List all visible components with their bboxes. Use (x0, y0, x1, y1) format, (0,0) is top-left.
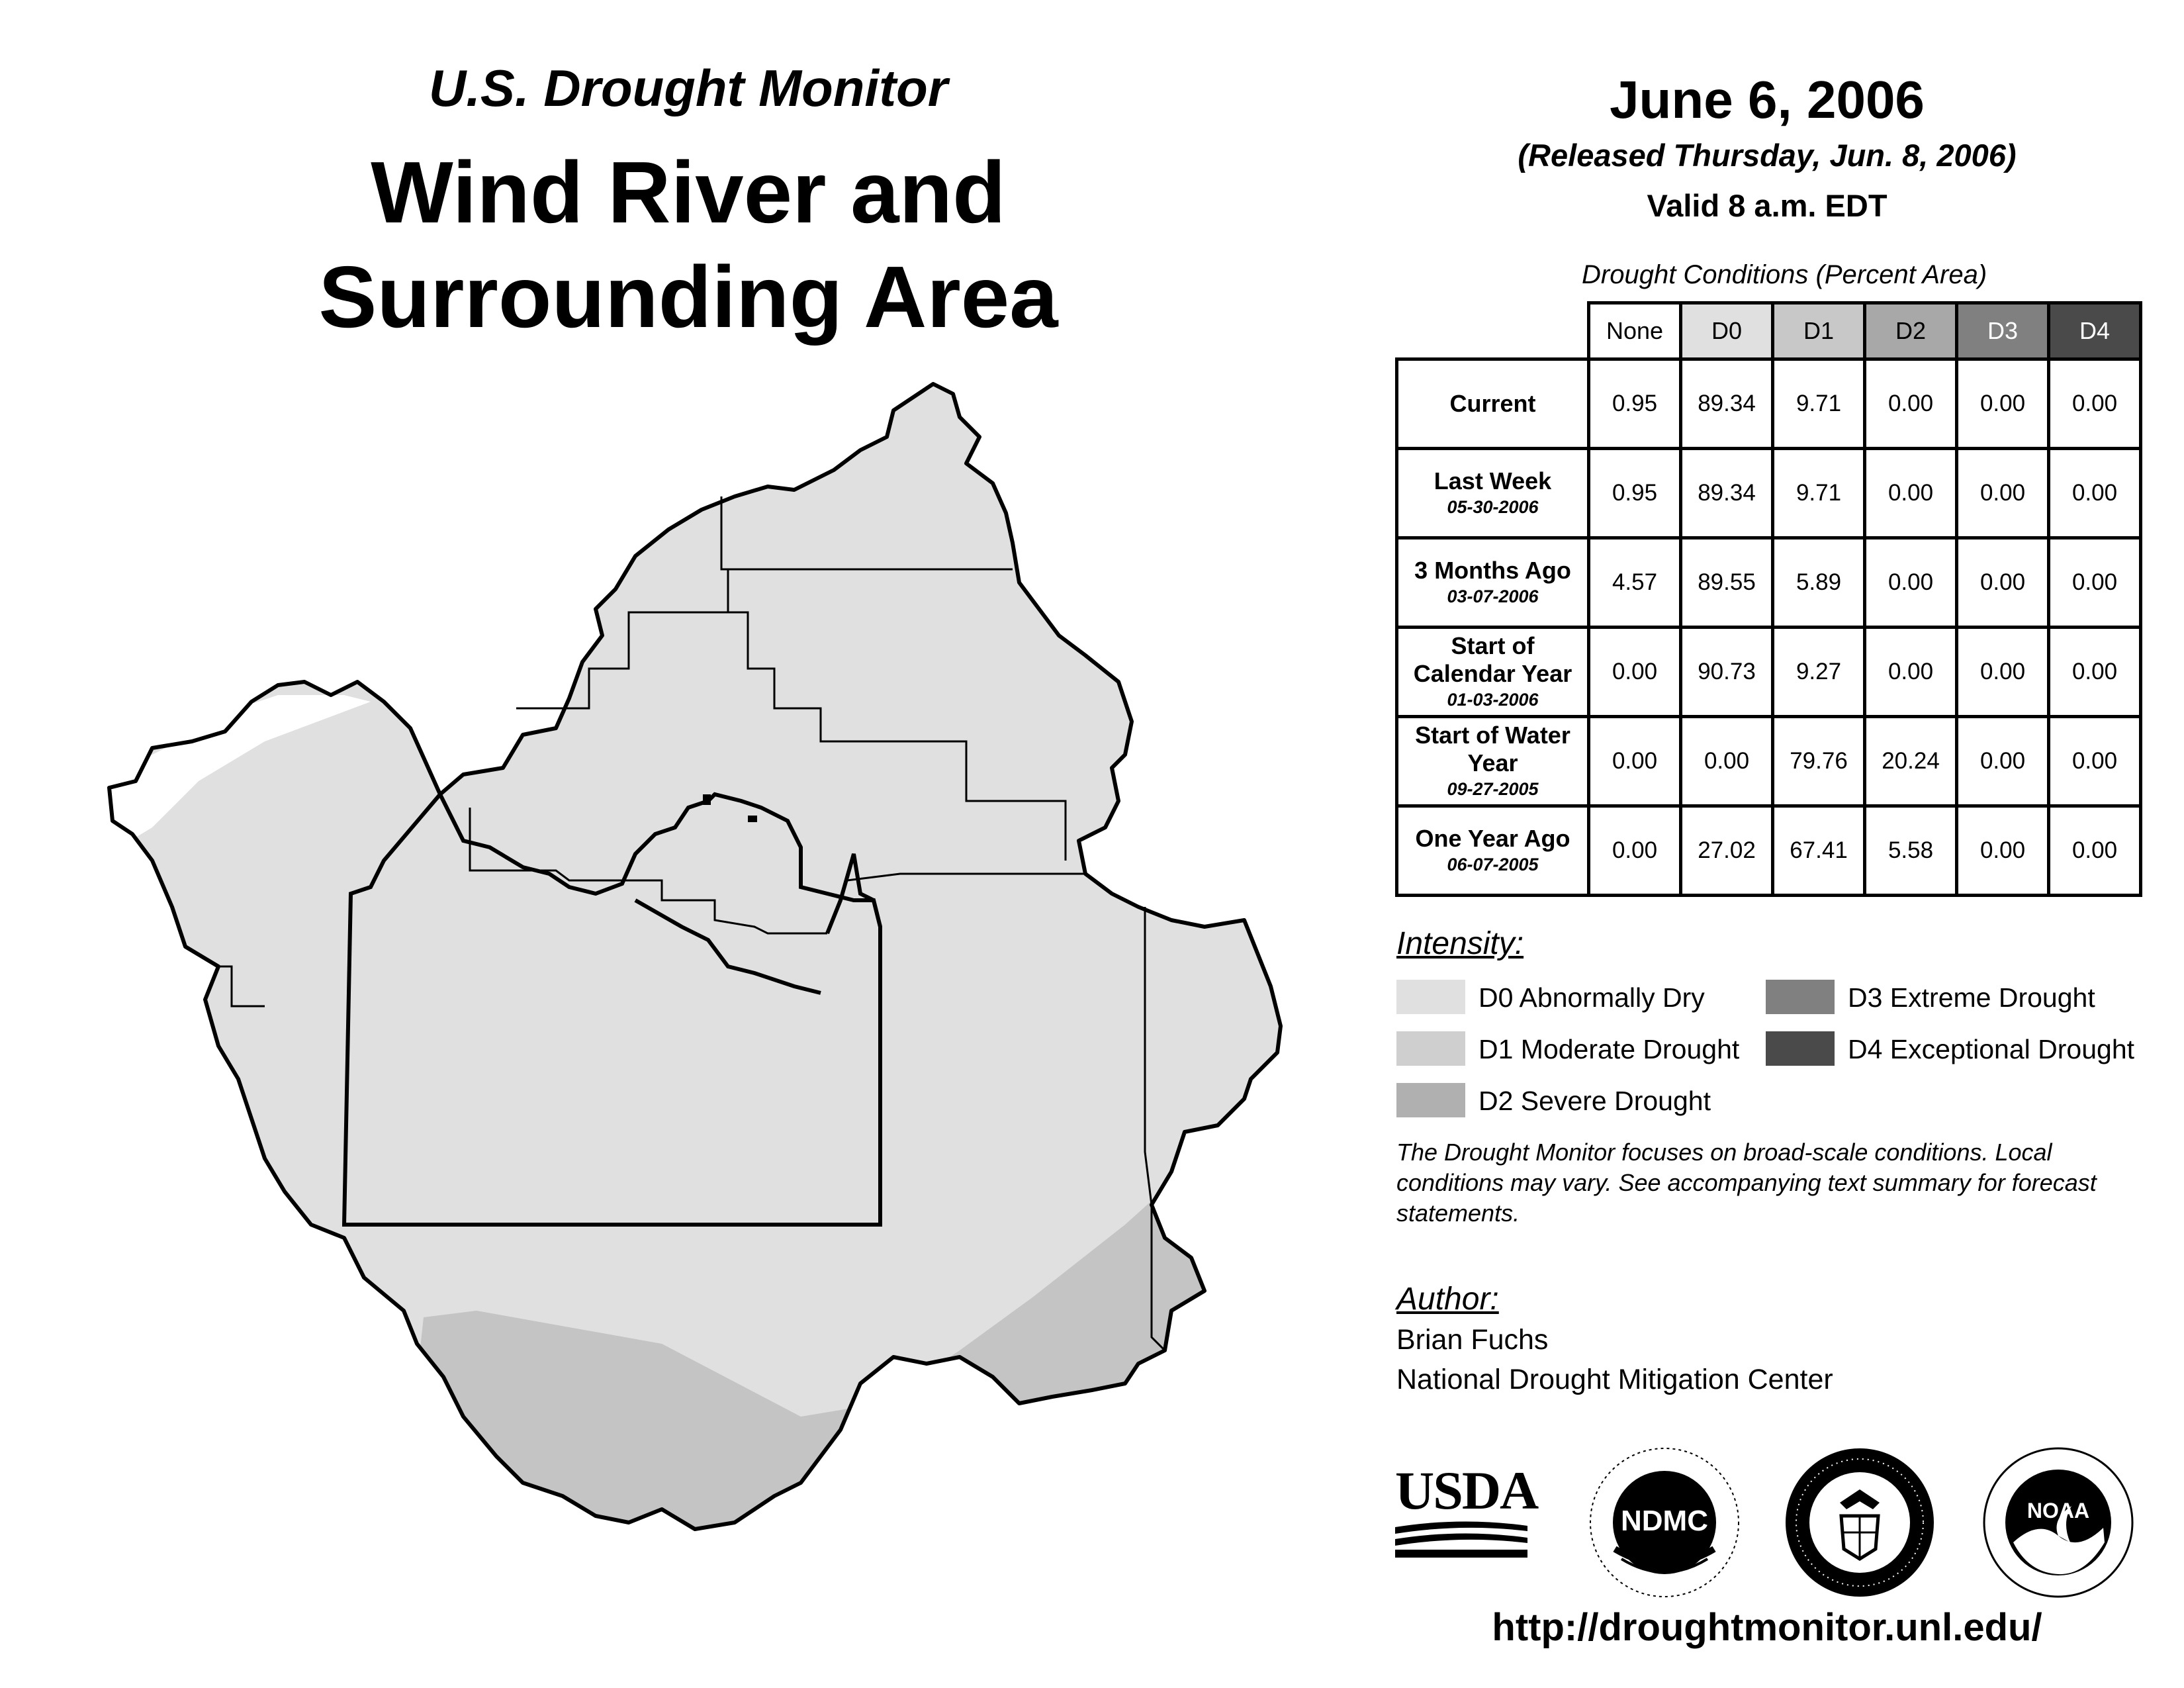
table-corner (1397, 303, 1589, 359)
author-organization: National Drought Mitigation Center (1396, 1364, 1833, 1395)
ndmc-logo-text: NDMC (1621, 1505, 1708, 1537)
row-label-text: Start of Calendar Year (1413, 632, 1572, 687)
table-row (1397, 449, 2141, 538)
legend-swatch (1766, 980, 1835, 1014)
table-cell: 5.89 (1773, 538, 1865, 628)
table-cell: 0.00 (1681, 717, 1773, 806)
row-label-text: Last Week (1433, 467, 1552, 494)
row-label-date: 06-07-2005 (1447, 855, 1539, 874)
table-cell: 27.02 (1681, 806, 1773, 896)
table-cell: 20.24 (1865, 717, 1957, 806)
table-cell: 67.41 (1773, 806, 1865, 896)
map-marker (703, 794, 711, 805)
ndmc-logo (1585, 1443, 1744, 1602)
author-heading: Author: (1396, 1282, 1499, 1317)
usda-logo (1395, 1460, 1538, 1559)
table-cell: 0.00 (1865, 538, 1957, 628)
row-label-text: One Year Ago (1415, 825, 1570, 852)
table-row (1397, 538, 2141, 628)
table-cell: 89.55 (1681, 538, 1773, 628)
legend-swatch (1766, 1031, 1835, 1066)
table-cell: 0.00 (1957, 806, 2049, 896)
legend-swatch (1396, 1031, 1465, 1066)
table-cell: 0.00 (2049, 359, 2141, 449)
row-label-date: 03-07-2006 (1447, 586, 1539, 606)
table-cell: 0.00 (2049, 449, 2141, 538)
table-cell: 0.00 (2049, 538, 2141, 628)
author-name: Brian Fuchs (1396, 1324, 1549, 1356)
table-row (1397, 717, 2141, 806)
row-label-date: 05-30-2006 (1447, 497, 1539, 517)
table-cell: 0.00 (1957, 628, 2049, 717)
table-cell: 0.00 (1957, 449, 2049, 538)
table-caption: Drought Conditions (Percent Area) (1582, 260, 1987, 289)
table-row (1397, 359, 2141, 449)
table-cell: 0.00 (1589, 628, 1681, 717)
valid-time: Valid 8 a.m. EDT (1647, 188, 1888, 223)
table-cell: 0.00 (1957, 717, 2049, 806)
usda-logo-text: USDA (1395, 1460, 1538, 1521)
table-cell: 0.95 (1589, 449, 1681, 538)
commerce-logo (1780, 1443, 1939, 1602)
monitor-title: U.S. Drought Monitor (428, 59, 948, 117)
row-label-text: Start of Water Year (1415, 722, 1570, 776)
table-cell: 9.71 (1773, 449, 1865, 538)
row-label-date: 01-03-2006 (1447, 690, 1539, 710)
table-cell: 89.34 (1681, 449, 1773, 538)
table-cell: 9.71 (1773, 359, 1865, 449)
legend-label: D4 Exceptional Drought (1848, 1034, 2135, 1064)
table-cell: 89.34 (1681, 359, 1773, 449)
table-cell: 90.73 (1681, 628, 1773, 717)
table-cell: 0.95 (1589, 359, 1681, 449)
table-cell: 4.57 (1589, 538, 1681, 628)
row-label-one-year (1397, 806, 1589, 896)
row-label-date: 09-27-2005 (1447, 779, 1539, 799)
table-cell: 0.00 (1865, 359, 1957, 449)
legend-label: D1 Moderate Drought (1479, 1034, 1740, 1064)
col-header-d0: D0 (1681, 303, 1773, 359)
table-header-row (1397, 303, 2141, 359)
table-cell: 0.00 (2049, 717, 2141, 806)
area-title (251, 140, 1125, 350)
release-date: (Released Thursday, Jun. 8, 2006) (1518, 138, 2017, 173)
commerce-seal-icon (1780, 1443, 1939, 1602)
row-label-text: Current (1449, 390, 1536, 417)
intensity-heading: Intensity: (1396, 926, 1524, 961)
table-row (1397, 806, 2141, 896)
table-cell: 0.00 (1865, 628, 1957, 717)
table-cell: 0.00 (1589, 806, 1681, 896)
area-title-line2: Surrounding Area (318, 248, 1058, 346)
table-cell: 0.00 (1957, 359, 2049, 449)
table-cell: 79.76 (1773, 717, 1865, 806)
row-label-text: 3 Months Ago (1414, 557, 1571, 584)
noaa-logo (1979, 1443, 2138, 1602)
disclaimer-text: The Drought Monitor focuses on broad-scale conditions. Local conditions may vary. See accompanying text summary for forecast statements. (1396, 1139, 2097, 1227)
table-cell: 0.00 (1957, 538, 2049, 628)
row-label-current (1397, 359, 1589, 449)
usda-hills-icon (1395, 1519, 1527, 1559)
table-cell: 0.00 (2049, 806, 2141, 896)
row-label-3-months (1397, 538, 1589, 628)
legend-label: D2 Severe Drought (1479, 1086, 1711, 1116)
table-cell: 0.00 (2049, 628, 2141, 717)
legend-swatch (1396, 980, 1465, 1014)
legend-swatch (1396, 1083, 1465, 1117)
row-label-calendar-year (1397, 628, 1589, 717)
map-marker (748, 816, 757, 822)
map-date: June 6, 2006 (1610, 70, 1925, 129)
col-header-d4: D4 (2049, 303, 2141, 359)
drought-map (0, 371, 1324, 1562)
table-cell: 5.58 (1865, 806, 1957, 896)
table-cell: 0.00 (1865, 449, 1957, 538)
noaa-logo-text: NOAA (2026, 1499, 2090, 1523)
col-header-none: None (1589, 303, 1681, 359)
table-cell: 0.00 (1589, 717, 1681, 806)
legend-label: D0 Abnormally Dry (1479, 982, 1705, 1013)
conditions-table (1395, 301, 2142, 897)
row-label-water-year (1397, 717, 1589, 806)
col-header-d3: D3 (1957, 303, 2049, 359)
legend-label: D3 Extreme Drought (1848, 982, 2095, 1013)
table-row (1397, 628, 2141, 717)
col-header-d1: D1 (1773, 303, 1865, 359)
website-url[interactable]: http://droughtmonitor.unl.edu/ (1492, 1606, 2042, 1649)
row-label-last-week (1397, 449, 1589, 538)
area-title-line1: Wind River and (371, 144, 1006, 241)
col-header-d2: D2 (1865, 303, 1957, 359)
table-cell: 9.27 (1773, 628, 1865, 717)
